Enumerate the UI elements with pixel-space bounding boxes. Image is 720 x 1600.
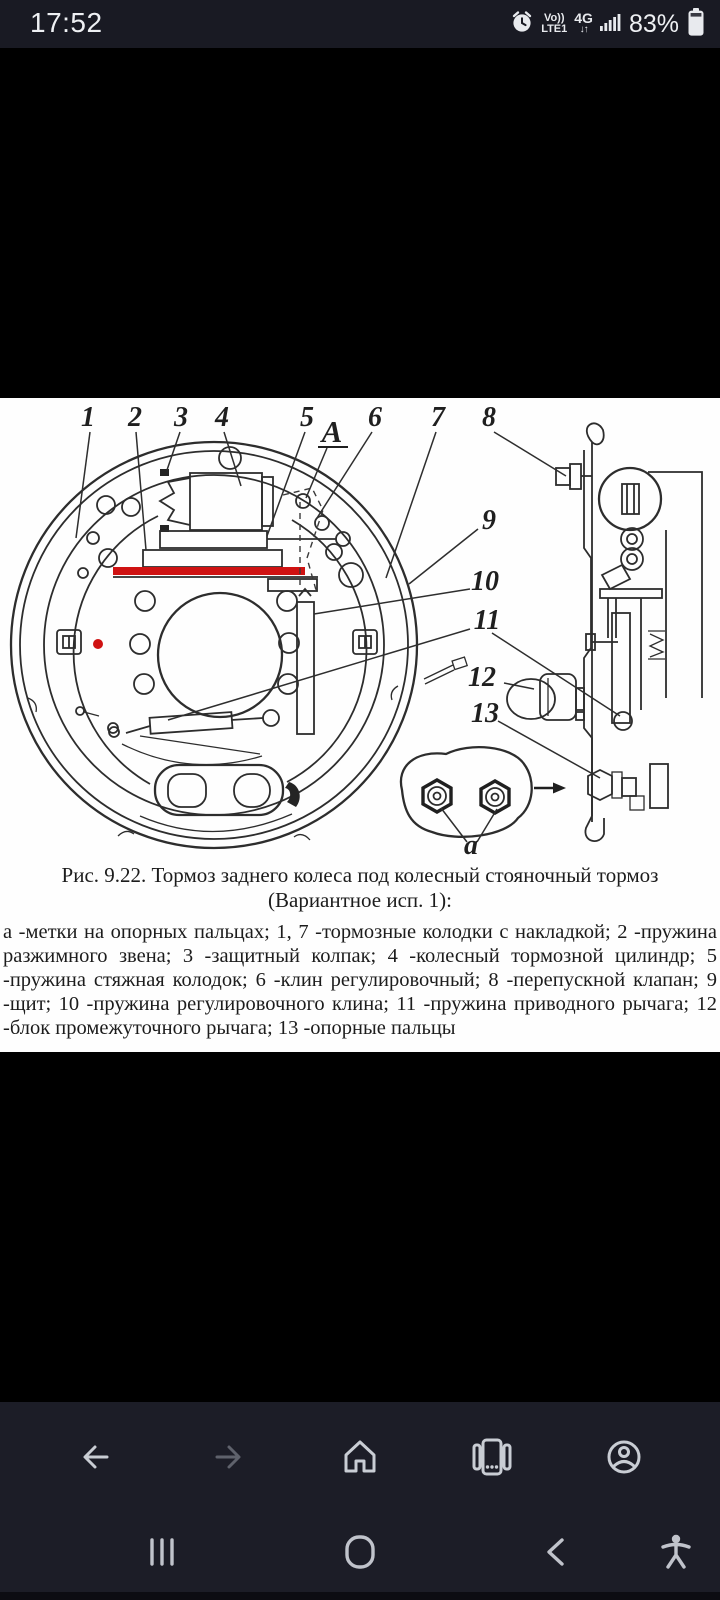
profile-button[interactable] <box>596 1429 652 1485</box>
battery-percent: 83% <box>628 9 679 38</box>
letterbox-bottom <box>0 1052 720 1402</box>
updown-arrows-icon: ↓↑ <box>579 24 588 35</box>
system-navigation-bar <box>0 1512 720 1592</box>
network-type-indicator: 4G ↓↑ <box>574 10 593 35</box>
figure-legend: а -метки на опорных пальцах; 1, 7 -тормозные колодки с накладкой; 2 -пружина разжимного звена; 3 -защитный колпак; 4 -колесный тормозной цилиндр; 5 -пружина стяжная колодок; 6 -клин регулировочный; 8 -перепускной клапан; 9 -щит; 10 -пружина регулировочного клина; 11 -пружина приводного рычага; 12 -блок промежуточного рычага; 13 -опорные пальцы <box>3 921 717 1039</box>
callout-7: 7 <box>431 402 445 433</box>
callout-9: 9 <box>482 505 496 536</box>
clock: 17:52 <box>30 7 103 38</box>
back-button-system[interactable] <box>528 1524 584 1580</box>
forward-arrow-icon <box>209 1438 247 1476</box>
recents-button[interactable] <box>134 1524 190 1580</box>
callout-8: 8 <box>482 402 496 433</box>
signal-bars-icon <box>600 12 622 37</box>
screen-bottom-edge <box>0 1592 720 1600</box>
home-icon <box>340 1437 380 1477</box>
letterbox-top <box>0 48 720 398</box>
accessibility-person-icon <box>658 1533 694 1571</box>
callout-6: 6 <box>368 402 382 433</box>
front-view-drum-brake <box>11 442 467 848</box>
callout-3: 3 <box>174 402 188 433</box>
home-button[interactable] <box>332 1429 388 1485</box>
back-button[interactable] <box>68 1429 124 1485</box>
callout-1: 1 <box>81 402 95 433</box>
back-chevron-icon <box>541 1535 571 1569</box>
battery-icon <box>686 7 706 42</box>
home-circle-icon <box>343 1534 377 1570</box>
brake-diagram <box>0 398 720 858</box>
arrow-icon <box>553 783 566 794</box>
callout-2: 2 <box>128 402 142 433</box>
red-dot-marker <box>93 639 103 649</box>
callout-A: A <box>321 414 343 449</box>
figure-caption <box>0 863 720 913</box>
callout-13: 13 <box>471 698 499 729</box>
browser-toolbar <box>0 1402 720 1512</box>
callout-5: 5 <box>300 402 314 433</box>
tabs-button[interactable] <box>464 1429 520 1485</box>
detail-a-view <box>401 747 532 842</box>
forward-button[interactable] <box>200 1429 256 1485</box>
profile-icon <box>604 1437 644 1477</box>
callout-12: 12 <box>468 662 496 693</box>
callout-11: 11 <box>473 605 501 636</box>
accessibility-button[interactable] <box>648 1524 704 1580</box>
alarm-icon <box>510 10 534 39</box>
back-arrow-icon <box>77 1438 115 1476</box>
red-highlight-line <box>113 567 305 575</box>
callout-a: a <box>464 830 478 858</box>
volte-indicator: Vo)) LTE1 <box>541 12 568 35</box>
side-view-brake <box>507 423 702 841</box>
recents-icon <box>145 1535 179 1569</box>
status-bar <box>0 0 720 48</box>
home-button-system[interactable] <box>332 1524 388 1580</box>
tabs-icon <box>471 1437 513 1477</box>
caption-line-2: (Вариантное исп. 1): <box>268 888 452 912</box>
document-page[interactable] <box>0 398 720 1052</box>
caption-line-1: Рис. 9.22. Тормоз заднего колеса под колесный стояночный тормоз <box>61 863 659 887</box>
callout-10: 10 <box>471 566 499 597</box>
callout-4: 4 <box>215 402 229 433</box>
